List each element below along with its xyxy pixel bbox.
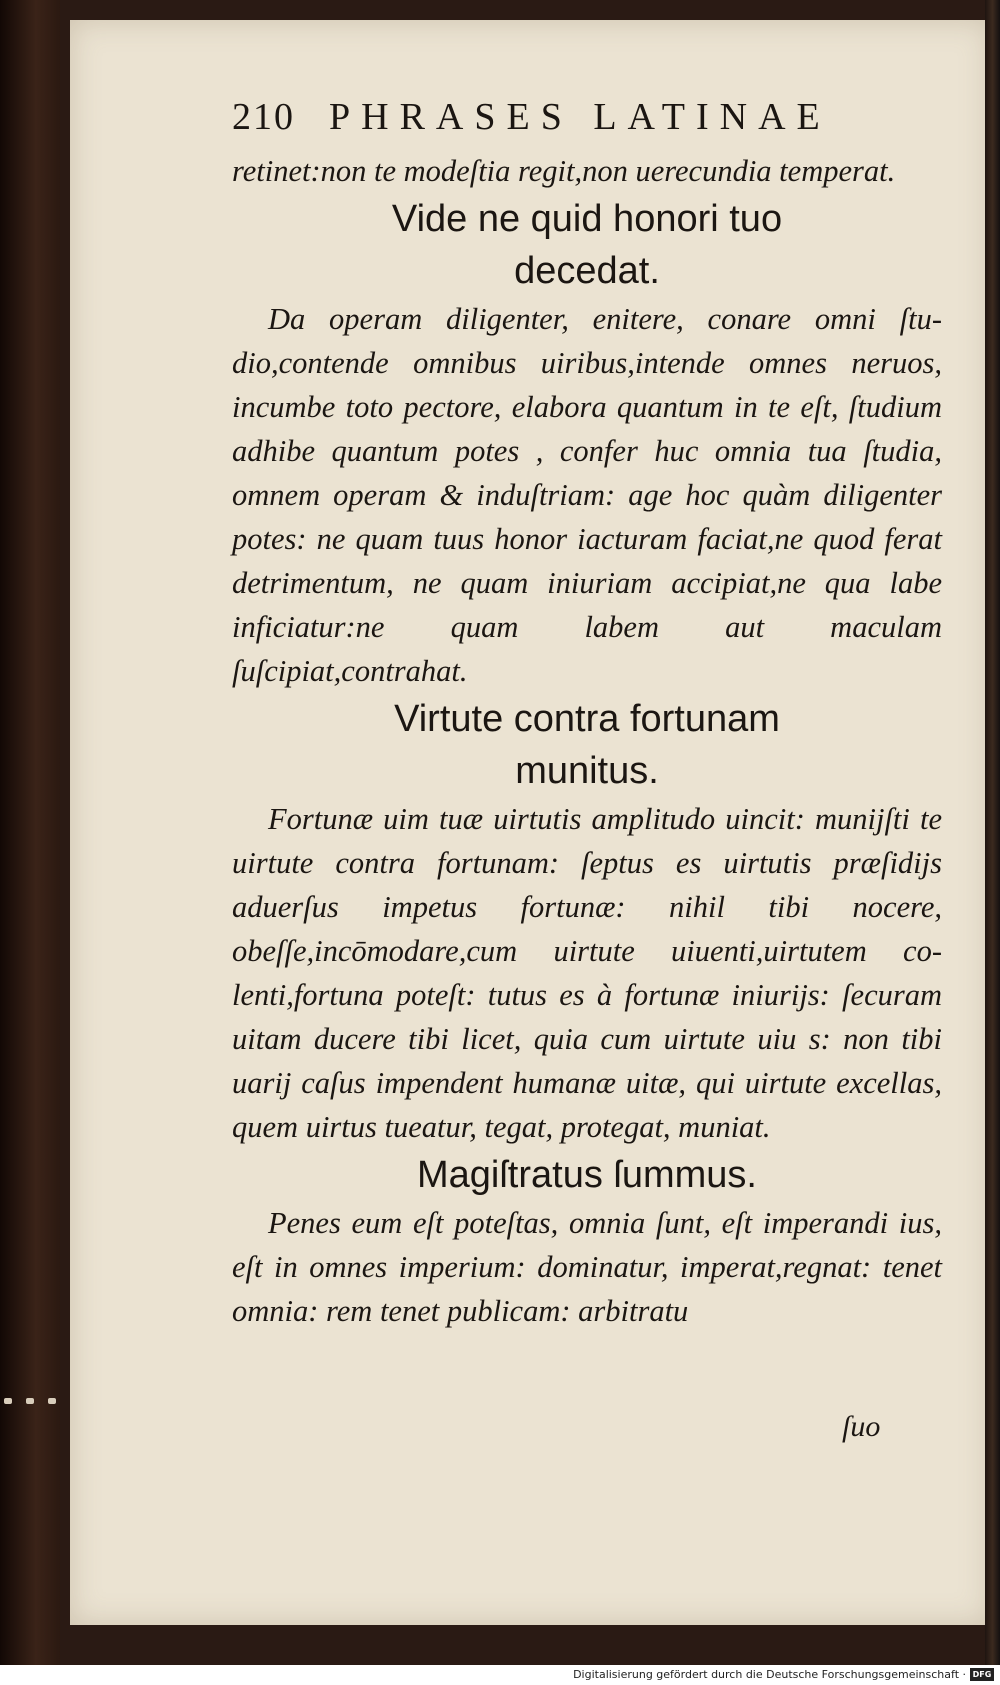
catchword: ſuo xyxy=(842,1410,881,1443)
heading-line: munitus. xyxy=(515,750,659,792)
funding-credit: Digitalisierung gefördert durch die Deutsche Forschungsgemeinschaft · xyxy=(573,1668,966,1681)
heading-line: Vide ne quid honori tuo xyxy=(391,198,783,240)
heading-line: Magiſtratus ſummus. xyxy=(417,1154,757,1196)
section-heading xyxy=(232,1149,942,1201)
binding-marks xyxy=(0,1395,74,1407)
heading-line: decedat. xyxy=(514,250,660,292)
page-number: 210 xyxy=(232,96,295,138)
body-paragraph: retinet:non te modeſtia regit,non uerecundia temperat. xyxy=(232,154,896,188)
body-paragraph: Da operam diligenter, enitere, conare omni ſtudio,contende omnibus uiribus,intende omnes neruos, incumbe toto pectore, elabora quantum in te eſt, ſtudium adhibe quantum potes , confer huc omnia tua ſtudia, omnem operam & induſtriam: age hoc quàm diligenter potes: ne quam tuus honor iacturam faciat,ne quod ferat detrimentum, ne quam iniuriam accipiat,ne qua labe inficiatur:ne quam labem aut maculam ſuſcipiat,contrahat. xyxy=(232,302,942,688)
body-paragraph: Fortunæ uim tuæ uirtutis amplitudo uincit: munijſti te uirtute contra fortunam: ſeptus es uirtutis præſidijs aduerſus impetus fortunæ: nihil tibi nocere, obeſſe,incōmodare,cum uirtute uiuenti,uirtutem colenti,fortuna poteſt: tutus es à fortunæ iniurijs: ſecuram uitam ducere tibi licet, quia cum uirtute uiu s: non tibi uarij caſus impendent humanæ uitæ, qui uirtute excellas, quem uirtus tueatur, tegat, protegat, muniat. xyxy=(232,802,942,1144)
page-text xyxy=(232,95,942,1333)
dfg-logo: DFG xyxy=(970,1668,994,1681)
footer-bar xyxy=(0,1665,1000,1685)
book-spine-edge xyxy=(985,0,1000,1665)
running-title: PHRASES LATINAE xyxy=(329,96,831,138)
heading-line: Virtute contra fortunam xyxy=(394,698,780,740)
text-blocks xyxy=(232,149,942,1333)
section-heading xyxy=(232,693,942,797)
body-paragraph: Penes eum eſt poteſtas, omnia ſunt, eſt imperandi ius, eſt in omnes imperium: dominatur, imperat,regnat: tenet omnia: rem tenet publicam: arbitratu xyxy=(232,1206,942,1328)
running-header xyxy=(232,95,942,147)
section-heading xyxy=(232,193,942,297)
